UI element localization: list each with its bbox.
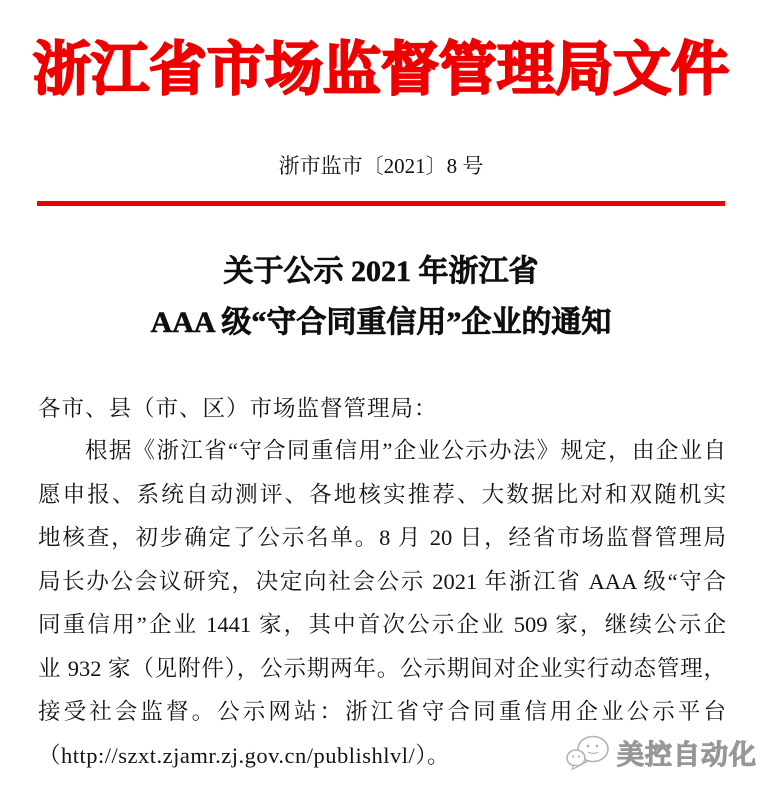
salutation: 各市、县（市、区）市场监督管理局：	[38, 396, 438, 421]
watermark-label: 美控自动化	[617, 740, 757, 770]
body-line: 业 932 家（见附件），公示期两年。公示期间对企业实行动态管理，	[38, 655, 726, 681]
body-line: （http://szxt.zjamr.zj.gov.cn/publishlvl/）。	[38, 742, 451, 768]
body-line: 地核查，初步确定了公示名单。8 月 20 日，经省市场监督管理局	[38, 525, 726, 550]
notice-title-line-2: AAA 级“守合同重信用”企业的通知	[150, 306, 612, 339]
watermark	[566, 733, 757, 772]
document-header-title: 浙江省市场监督管理局文件	[32, 37, 729, 102]
red-divider-line	[37, 201, 725, 206]
body-line: 愿申报、系统自动测评、各地核实推荐、大数据比对和双随机实	[38, 481, 726, 507]
wechat-bubbles-icon	[566, 735, 610, 770]
body-line: 根据《浙江省“守合同重信用”企业公示办法》规定，由企业自	[85, 438, 726, 463]
body-line: 局长办公会议研究，决定向社会公示 2021 年浙江省 AAA 级“守合	[38, 568, 726, 594]
notice-title-line-1: 关于公示 2021 年浙江省	[223, 255, 539, 288]
body-line: 接受社会监督。公示网站：浙江省守合同重信用企业公示平台	[38, 699, 726, 724]
body-line: 同重信用”企业 1441 家，其中首次公示企业 509 家，继续公示企	[38, 612, 726, 637]
document-number: 浙市监市〔2021〕8 号	[278, 154, 484, 178]
body-paragraph	[38, 429, 726, 777]
